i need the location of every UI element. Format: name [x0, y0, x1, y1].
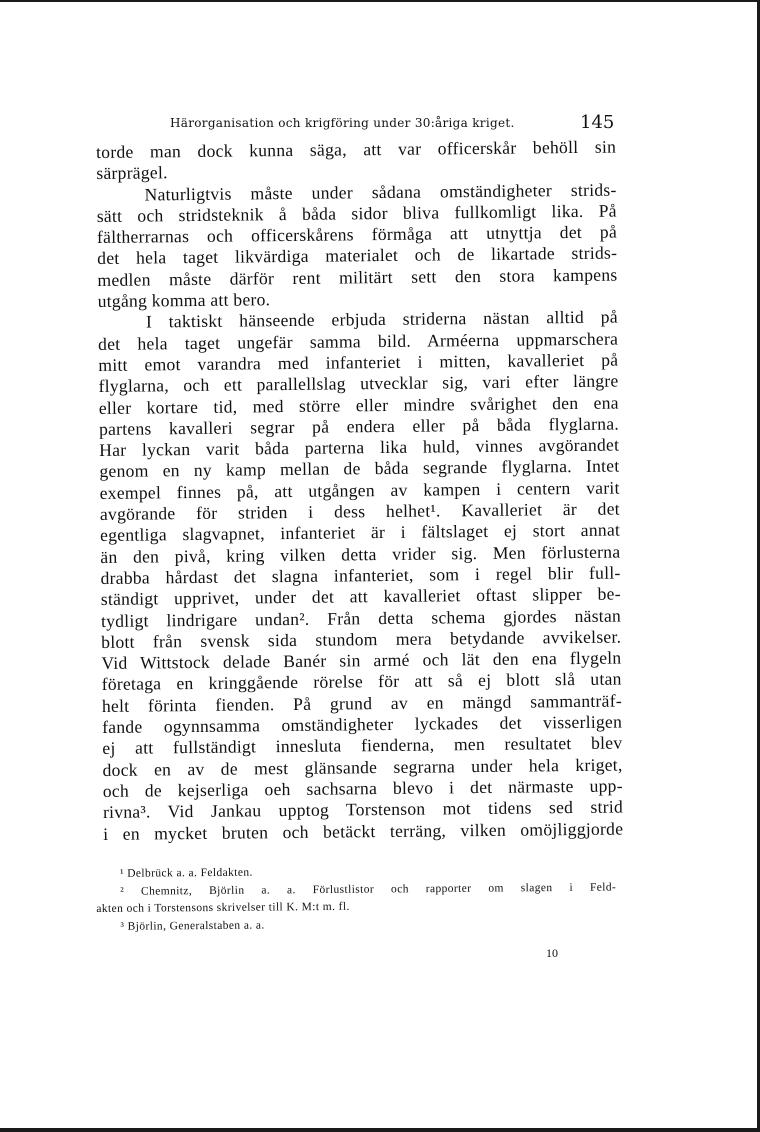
text-line: fande ogynnsamma omständigheter lyckades det visserligen	[102, 711, 623, 737]
text-line: Har lyckan varit båda parterna lika huld, vinnes avgörandet	[99, 434, 620, 461]
text-line: Naturligtvis måste under sådana omständigheter strids-	[144, 179, 617, 205]
text-line: ständigt upprivet, under det att kavalleriet oftast slipper be-	[100, 583, 621, 610]
text-line: egentliga slagvapnet, infanteriet är i fältslaget ej stort annat	[100, 519, 621, 546]
text-line: genom en ny kamp mellan de båda segrande flyglarna. Intet	[99, 455, 620, 482]
text-line: utgång komma att bero.	[97, 289, 271, 312]
text-line: i en mycket bruten och betäckt terräng, vilken omöjliggjorde	[103, 818, 624, 844]
text-line: det hela taget likvärdiga materialet och de likartade strids-	[97, 243, 618, 269]
scan-border-top	[0, 0, 760, 2]
text-line: ej att fullständigt innesluta fienderna, men resultatet blev	[102, 732, 623, 759]
page-number: 145	[580, 112, 615, 133]
text-line: Vid Wittstock delade Banér sin armé och lät den ena flygeln	[101, 647, 622, 674]
footnotes	[96, 861, 617, 936]
text-line: mitt emot varandra med infanteriet i mitten, kavalleriet på	[98, 349, 619, 375]
footnote: ¹ Delbrück a. a. Feldakten.	[120, 866, 253, 880]
text-line: särprägel.	[96, 162, 168, 184]
text-line: blott från svensk sida stundom mera betydande avvikelser.	[101, 626, 622, 652]
text-line: helt förinta fienden. På grund av en mängd sammanträf-	[101, 690, 622, 716]
text-line: drabba hårdast det slagna infanteriet, som i regel blir full-	[100, 562, 621, 588]
running-title: Härorganisation och krigföring under 30:åriga kriget.	[170, 116, 515, 130]
text-line: medlen måste därför rent militärt sett den stora kampens	[97, 264, 618, 290]
footnote-continuation: akten och i Torstensons skrivelser till K. M:t m. fl.	[96, 900, 350, 915]
body-text	[96, 137, 623, 845]
text-line: partens kavalleri segrar på endera eller på båda flyglarna.	[98, 413, 620, 439]
scan-border-bottom	[0, 1128, 760, 1132]
text-line: tydligt lindrigare undan². Från detta schema gjordes nästan	[100, 605, 622, 631]
text-line: avgörande för striden i dess helhet¹. Kavalleriet är det	[99, 498, 620, 525]
text-line: dock en av de mest glänsande segrarna under hela kriget,	[102, 754, 623, 780]
text-line: än den pivå, kring vilken detta vrider sig. Men förlusterna	[100, 541, 621, 567]
signature-mark: 10	[546, 946, 558, 960]
footnote: ³ Björlin, Generalstaben a. a.	[120, 919, 265, 933]
text-line: torde man dock kunna säga, att var officerskår behöll sin	[96, 136, 617, 162]
text-line: rivna³. Vid Jankau upptog Torstenson mot tidens sed strid	[102, 796, 624, 823]
text-line: I taktiskt hänseende erbjuda striderna nästan alltid på	[145, 306, 618, 332]
text-line: flyglarna, och ett parallellslag utvecklar sig, vari efter längre	[98, 370, 619, 397]
text-line: det hela taget ungefär samma bild. Arméerna uppmarschera	[98, 328, 619, 354]
text-line: företaga en kringgående rörelse för att så ej blott slå utan	[101, 668, 622, 695]
footnote: ² Chemnitz, Björlin a. a. Förlustlistor och rapporter om slagen i Feld-	[120, 880, 617, 898]
text-line: sätt och stridsteknik å båda sidor bliva fullkomligt lika. På	[96, 200, 617, 226]
text-line: eller kortare tid, med större eller mindre svårighet den ena	[98, 392, 619, 418]
text-line: exempel finnes på, att utgången av kampen i centern varit	[99, 477, 620, 503]
text-line: och de kejserliga oeh sachsarna blevo i det närmaste upp-	[102, 775, 623, 801]
text-line: fältherrarnas och officerskårens förmåga att utnyttja det på	[96, 221, 618, 248]
